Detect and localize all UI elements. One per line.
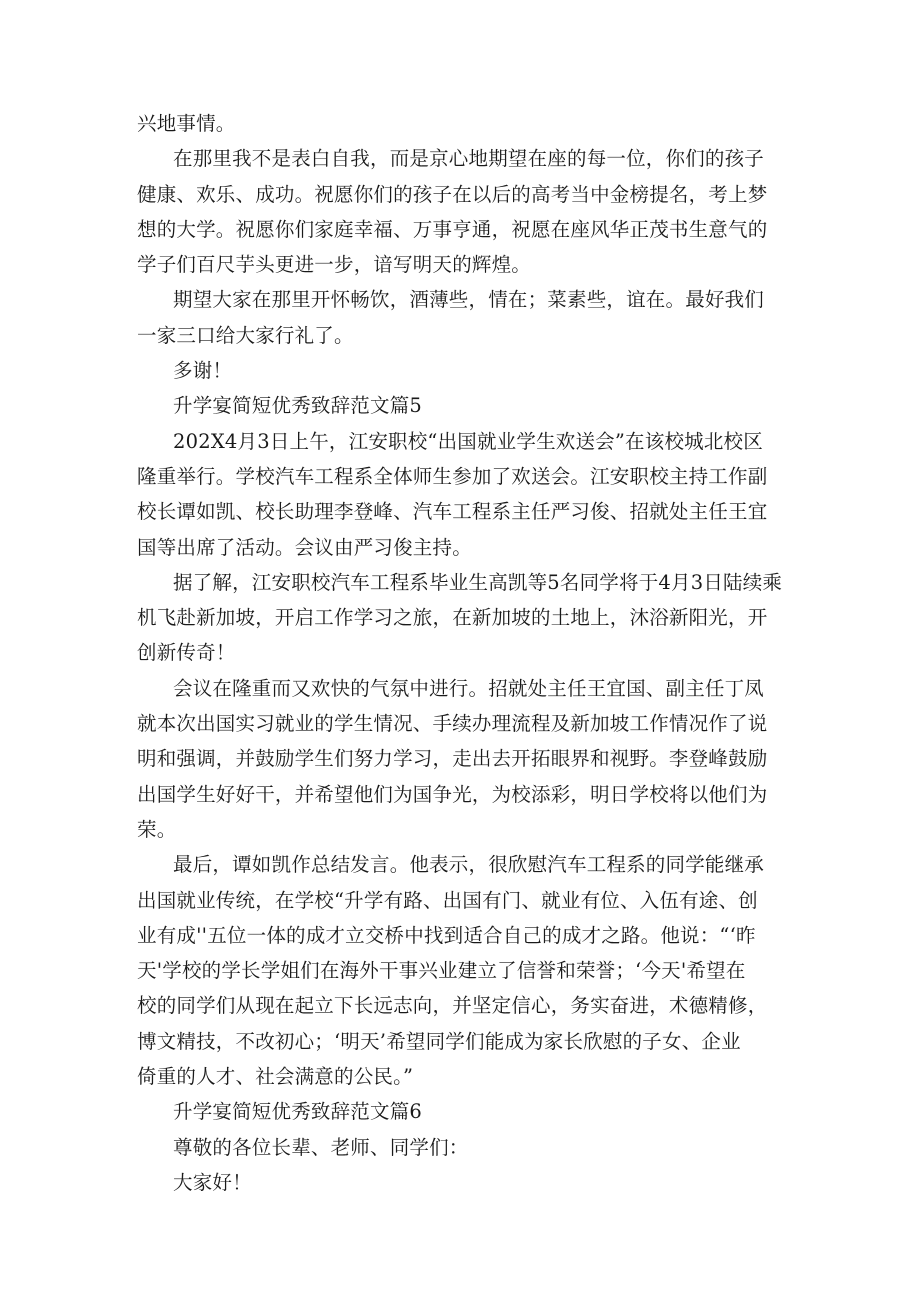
text-line: 兴地事情。 — [137, 112, 236, 135]
text-line: 校长谭如凯、校长助理李登峰、汽车工程系主任严习俊、招就处主任王宜 — [137, 500, 768, 524]
text-line: 学子们百尺芋头更进一步，谙写明天的辉煌。 — [137, 253, 532, 277]
text-line: 隆重举行。学校汽车工程系全体师生参加了欢送会。江安职校主持工作副 — [137, 464, 768, 488]
text-line: 会议在隆重而又欢快的气氛中进行。招就处主任王宜国、副主任丁凤 — [173, 676, 765, 700]
text-line: 想的大学。祝愿你们家庭幸福、万事亨通，祝愿在座风华正茂书生意气的 — [137, 217, 768, 241]
text-line: 国等出席了活动。会议由严习俊主持。 — [137, 535, 472, 559]
section-heading: 升学宴简短优秀致辞范文篇6 — [173, 1100, 423, 1124]
text-line: 据了解，江安职校汽车工程系毕业生高凯等5名同学将于4月3日陆续乘 — [173, 570, 783, 594]
text-line: 校的同学们从现在起立下长远志向，并坚定信心，务实奋进，术德精修， — [137, 994, 768, 1018]
text-line: 出国学生好好干，并希望他们为国争光，为校添彩，明日学校将以他们为 — [137, 782, 768, 806]
text-line: 多谢！ — [173, 359, 233, 383]
salutation: 尊敬的各位长辈、老师、同学们： — [173, 1135, 469, 1159]
greeting: 大家好！ — [173, 1170, 252, 1194]
text-line: 在那里我不是表白自我，而是京心地期望在座的每一位，你们的孩子 — [173, 147, 765, 171]
text-line: 健康、欢乐、成功。祝愿你们的孩子在以后的高考当中金榜提名，考上梦 — [137, 182, 768, 206]
text-line: 期望大家在那里开怀畅饮，酒薄些，情在；菜素些，谊在。最好我们 — [173, 288, 765, 312]
text-line: 出国就业传统，在学校“升学有路、出国有门、就业有位、入伍有途、创 — [137, 888, 758, 912]
text-line: 最后，谭如凯作总结发言。他表示，很欣慰汽车工程系的同学能继承 — [173, 853, 765, 877]
text-line: 博文精技，不改初心；‘明天’希望同学们能成为家长欣慰的子女、企业 — [137, 1029, 741, 1053]
text-line: 明和强调，并鼓励学生们努力学习，走出去开拓眼界和视野。李登峰鼓励 — [137, 747, 768, 771]
text-line: 倚重的人才、社会满意的公民。” — [137, 1065, 414, 1089]
text-line: 202X4月3日上午，江安职校“出国就业学生欢送会”在该校城北校区 — [173, 429, 763, 453]
section-heading: 升学宴简短优秀致辞范文篇5 — [173, 394, 423, 418]
text-line: 天'学校的学长学姐们在海外干事兴业建立了信誉和荣誉；‘今天'希望在 — [137, 959, 746, 983]
text-line: 机飞赴新加坡，开启工作学习之旅，在新加坡的土地上，沐浴新阳光，开 — [137, 606, 768, 630]
document-body — [137, 106, 783, 1200]
text-line: 荣。 — [137, 817, 177, 841]
text-line: 创新传奇！ — [137, 641, 236, 665]
text-line: 业有成''五位一体的成才立交桥中找到适合自己的成才之路。他说：“‘昨 — [137, 923, 756, 947]
text-line: 一家三口给大家行礼了。 — [137, 323, 354, 347]
text-line: 就本次出国实习就业的学生情况、手续办理流程及新加坡工作情况作了说 — [137, 712, 768, 736]
